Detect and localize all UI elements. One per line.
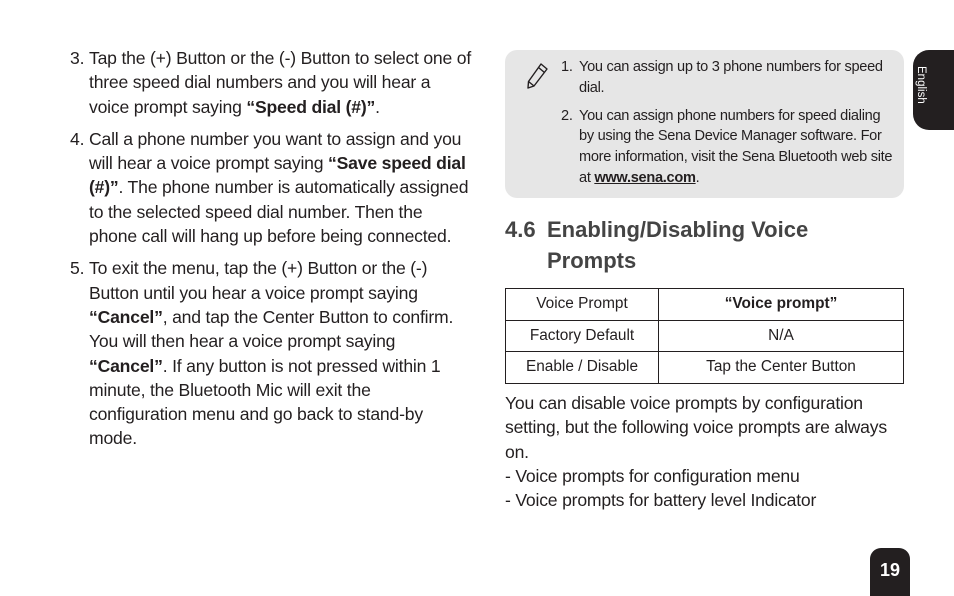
section-heading: 4.6 Enabling/Disabling Voice Prompts: [505, 217, 809, 273]
pencil-icon: [525, 62, 549, 90]
list-item: 5. To exit the menu, tap the (+) Button or the (-) Button until you hear a voice prompt saying “Cancel”, and tap the Center Button to confirm. You will then hear a voice prompt saying “Cancel”. If any button is not pressed within 1 minute, the Bluetooth Mic will exit the configuration menu and go back to stand-by mode.: [70, 258, 454, 449]
bullet-item: - Voice prompts for configuration menu: [505, 465, 800, 486]
note-list: [561, 57, 895, 196]
bullet-item: - Voice prompts for battery level Indicator: [505, 490, 817, 511]
steps-list: [70, 46, 472, 451]
body-text: [505, 391, 910, 512]
table-row: Voice Prompt “Voice prompt”: [506, 289, 904, 321]
list-item: 4. Call a phone number you want to assign and you will hear a voice prompt saying “Save speed dial (#)”. The phone number is automatically assigned to the selected speed dial number. Then the phone call will hang up before being connected.: [70, 128, 469, 247]
language-tab: English: [913, 50, 954, 130]
list-item: 1. You can assign up to 3 phone numbers for speed dial.: [561, 59, 883, 96]
table-row: Enable / Disable Tap the Center Button: [506, 352, 904, 384]
list-item: 3. Tap the (+) Button or the (-) Button to select one of three speed dial numbers and you will hear a voice prompt saying “Speed dial (#)”.: [70, 48, 472, 117]
table-row: Factory Default N/A: [506, 320, 904, 352]
voice-prompt-table: [505, 288, 904, 384]
list-item: 2. You can assign phone numbers for speed dialing by using the Sena Device Manager software. For more information, visit the Sena Bluetooth web site at www.sena.com.: [561, 107, 893, 186]
page-number: 19: [870, 548, 910, 596]
sena-website-link[interactable]: www.sena.com: [594, 169, 696, 186]
note-box: [505, 50, 904, 198]
intro-paragraph: You can disable voice prompts by configuration setting, but the following voice prompts are always on.: [505, 393, 887, 462]
left-column: [70, 46, 472, 459]
